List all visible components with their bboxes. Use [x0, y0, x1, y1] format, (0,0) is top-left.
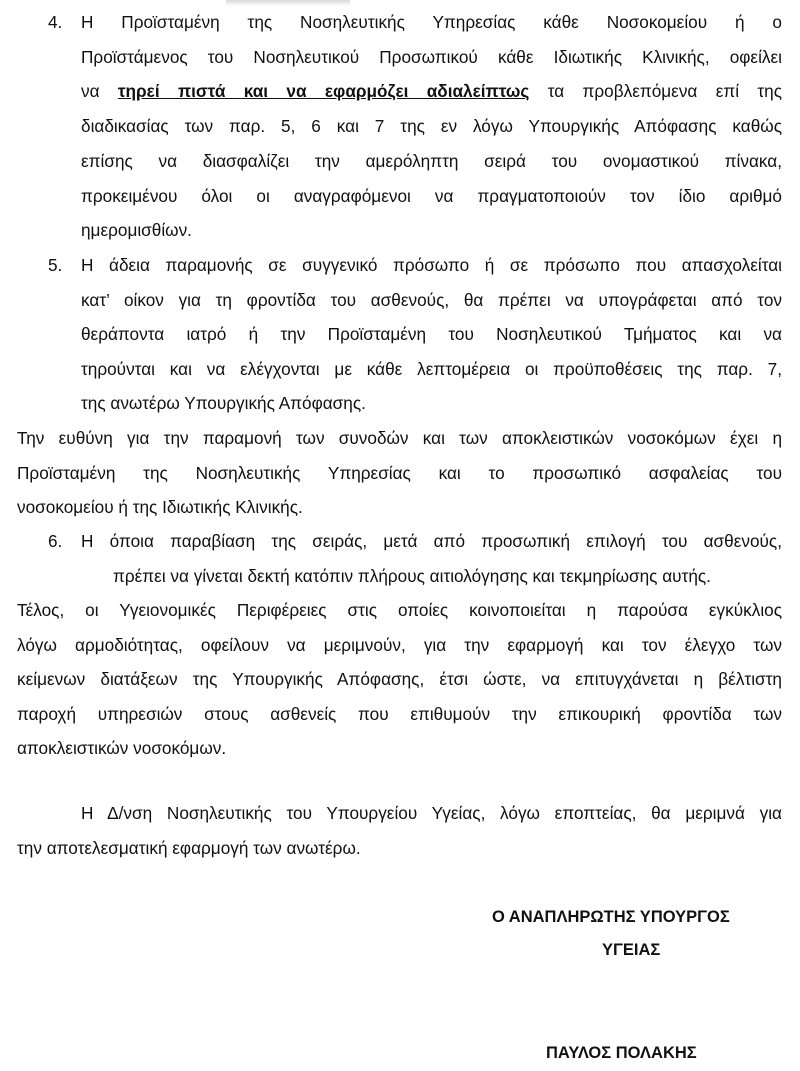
signatory-title: Ο ΑΝΑΠΛΗΡΩΤΗΣ ΥΠΟΥΡΓΟΣ — [492, 908, 730, 926]
item5-line-5: της ανωτέρω Υπουργικής Απόφασης. — [81, 393, 366, 413]
finally-line-3: κείμενων διατάξεων της Υπουργικής Απόφασης, έτσι ώστε, να επιτυγχάνεται η βέλτιστη — [17, 669, 782, 689]
emphasized-text: τηρεί πιστά και να εφαρμόζει αδιαλείπτως — [117, 81, 530, 101]
item4-line-2: Προϊστάμενος του Νοσηλευτικού Προσωπικού κάθε Ιδιωτικής Κλινικής, οφείλει — [81, 47, 782, 67]
item5-line-1: Η άδεια παραμονής σε συγγενικό πρόσωπο ή σε πρόσωπο που απασχολείται — [81, 255, 782, 275]
directorate-line-2: την αποτελεσματική εφαρμογή των ανωτέρω. — [17, 838, 361, 858]
signatory-name: ΠΑΥΛΟΣ ΠΟΛΑΚΗΣ — [546, 1044, 697, 1062]
finally-line-1: Τέλος, οι Υγειονομικές Περιφέρειες στις οποίες κοινοποιείται η παρούσα εγκύκλιος — [17, 600, 782, 620]
item5-line-3: θεράποντα ιατρό ή την Προϊσταμένη του Νοσηλευτικού Τμήματος και να — [81, 324, 782, 344]
item-number: 4. — [48, 12, 63, 32]
directorate-line-1: Η Δ/νση Νοσηλευτικής του Υπουργείου Υγείας, λόγω εποπτείας, θα μεριμνά για — [81, 803, 782, 823]
item-number: 6. — [48, 531, 63, 551]
item5-line-4: τηρούνται και να ελέγχονται με κάθε λεπτομέρεια οι προϋποθέσεις της παρ. 7, — [81, 359, 782, 379]
responsibility-line-2: Προϊσταμένη της Νοσηλευτικής Υπηρεσίας και το προσωπικό ασφαλείας του — [17, 463, 782, 483]
item4-line-4: διαδικασίας των παρ. 5, 6 και 7 της εν λόγω Υπουργικής Απόφασης καθώς — [81, 116, 782, 136]
finally-line-2: λόγω αρμοδιότητας, οφείλουν να μεριμνούν, για την εφαρμογή και τον έλεγχο των — [17, 635, 782, 655]
item4-line-1: Η Προϊσταμένη της Νοσηλευτικής Υπηρεσίας κάθε Νοσοκομείου ή ο — [81, 12, 782, 32]
item4-line-3 — [81, 80, 782, 102]
item5-line-2: κατ’ οίκον για τη φροντίδα του ασθενούς, θα πρέπει να υπογράφεται από τον — [81, 290, 782, 310]
item4-line-6: προκειμένου όλοι οι αναγραφόμενοι να πραγματοποιούν τον ίδιο αριθμό — [81, 186, 782, 206]
item-number: 5. — [48, 255, 63, 275]
item6-line-2: πρέπει να γίνεται δεκτή κατόπιν πλήρους αιτιολόγησης και τεκμηρίωσης αυτής. — [113, 566, 711, 586]
item4-line-7: ημερομισθίων. — [81, 220, 192, 240]
signatory-ministry: ΥΓΕΙΑΣ — [602, 941, 661, 959]
item4-line-5: επίσης να διασφαλίζει την αμερόληπτη σειρά του ονομαστικού πίνακα, — [81, 151, 782, 171]
text-fragment: τα προβλεπόμενα επί της — [547, 81, 783, 101]
responsibility-line-3: νοσοκομείου ή της Ιδιωτικής Κλινικής. — [17, 497, 303, 517]
text-fragment: να — [81, 81, 100, 101]
scan-edge-shadow — [226, 0, 350, 6]
responsibility-line-1: Την ευθύνη για την παραμονή των συνοδών και των αποκλειστικών νοσοκόμων έχει η — [17, 428, 782, 448]
item6-line-1: Η όποια παραβίαση της σειράς, μετά από προσωπική επιλογή του ασθενούς, — [81, 531, 782, 551]
finally-line-4: παροχή υπηρεσιών στους ασθενείς που επιθυμούν την επικουρική φροντίδα των — [17, 704, 782, 724]
finally-line-5: αποκλειστικών νοσοκόμων. — [17, 738, 227, 758]
